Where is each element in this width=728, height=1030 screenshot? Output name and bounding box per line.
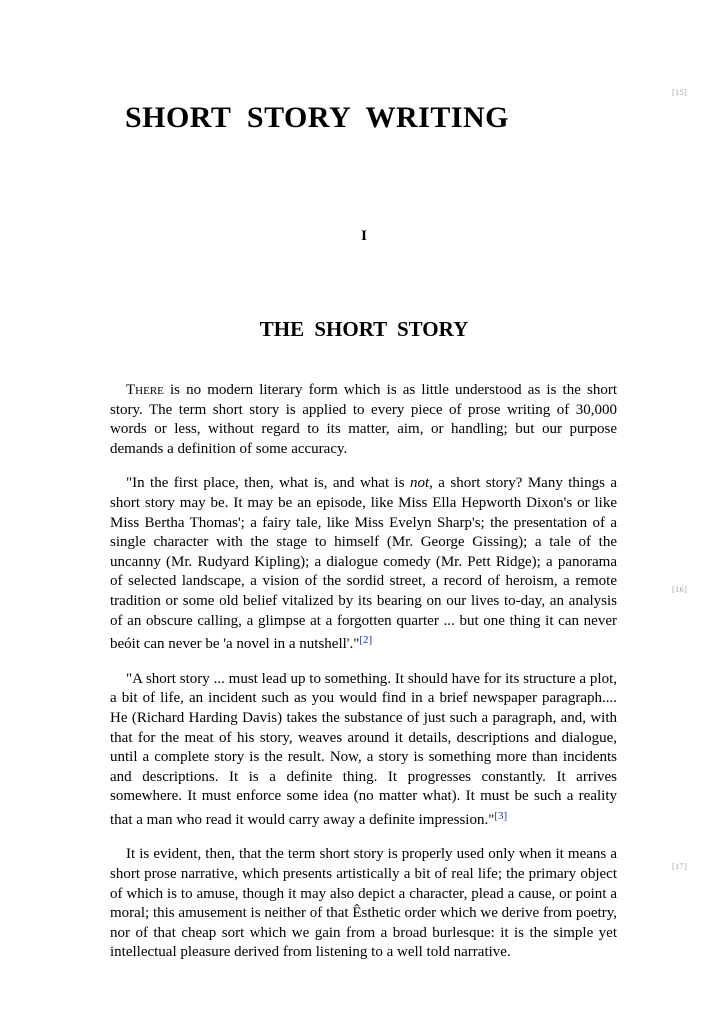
footnote-link-2[interactable]: [2] (359, 634, 373, 647)
paragraph-1 (110, 381, 617, 459)
page-number-15: [15] (672, 88, 688, 97)
book-title: SHORT STORY WRITING (124, 101, 510, 134)
paragraph-2 (110, 474, 617, 654)
chapter-body (110, 381, 617, 978)
paragraph-4 (110, 845, 617, 963)
chapter-number: I (361, 228, 367, 244)
paragraph-3-text: "A short story ... must lead up to something. It should have for its structure a plot, a bit of life, an incident such as you would find in a brief newspaper paragraph.... He (Richard Harding Davis) takes the substance of just such a paragraph, and, with that for the meat of his story, weaves around it details, descriptions and dialogue, until a complete story is the result. Now, a story is something more than incidents and descriptions. It is a definite thing. It progresses constantly. It arrives somewhere. It must enforce some idea (no matter what). It must be such a reality that a man who read it would carry away a definite impression." (110, 670, 617, 828)
chapter-title: THE SHORT STORY (259, 317, 469, 341)
footnote-link-3[interactable]: [3] (494, 809, 508, 822)
opening-word: There (126, 382, 164, 398)
paragraph-2-text-a: "In the first place, then, what is, and what is (126, 475, 410, 492)
paragraph-4-text: It is evident, then, that the term short story is properly used only when it means a short prose narrative, which presents artistically a bit of real life; the primary object of which is to amuse, though it may also depict a character, plead a cause, or point a moral; this amusement is neither of that Êsthetic order which we derive from poetry, nor of that cheap sort which we gain from a broad burlesque: it is the simple yet intellectual pleasure derived from listening to a well told narrative. (110, 846, 617, 961)
paragraph-1-text: is no modern literary form which is as little understood as is the short story. The term short story is applied to every piece of prose writing of 30,000 words or less, without regard to its matter, aim, or handling; but our purpose demands a definition of some accuracy. (110, 382, 617, 457)
emphasis-not: not (409, 475, 430, 492)
paragraph-3 (110, 670, 617, 831)
page-number-16: [16] (672, 585, 688, 594)
paragraph-2-text-b: , a short story? Many things a short story may be. It may be an episode, like Miss Ella Hepworth Dixon's or like Miss Bertha Thomas'; a fairy tale, like Miss Evelyn Sharp's; the presentation of a single character with the stage to himself (Mr. George Gissing); a tale of the uncanny (Mr. Rudyard Kipling); a dialogue comedy (Mr. Pett Ridge); a panorama of selected landscape, a vision of the sordid street, a record of heroism, a remote tradition or some old belief vitalized by its bearing on our lives to-day, an analysis of an obscure calling, a glimpse at a forgotten quarter ... but one thing it can never beóit can never be 'a novel in a nutshell'." (110, 475, 617, 653)
page-number-17: [17] (672, 862, 688, 871)
